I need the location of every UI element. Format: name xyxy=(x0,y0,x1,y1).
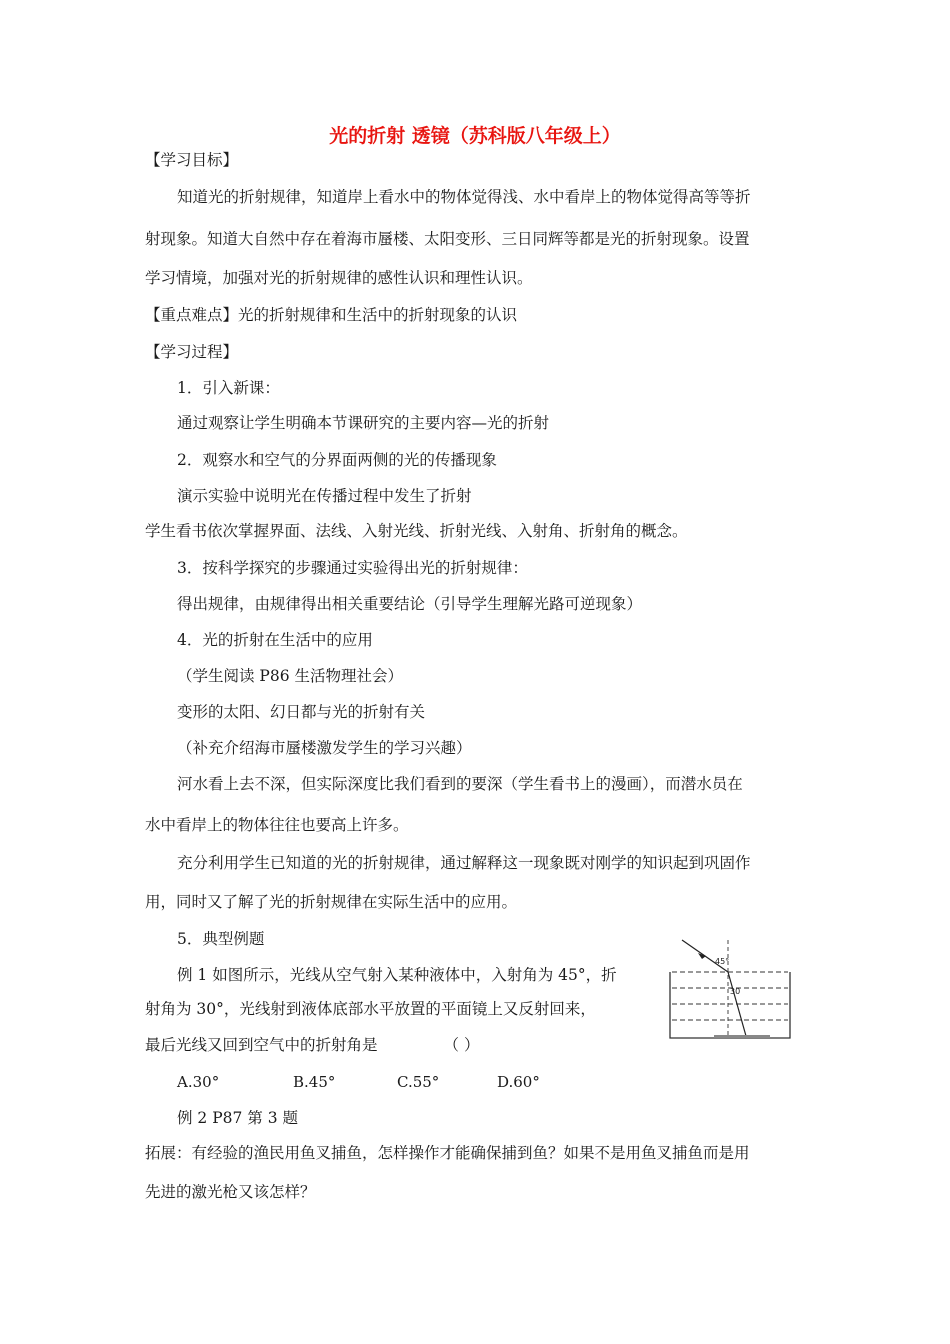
step-1-detail: 通过观察让学生明确本节课研究的主要内容—光的折射 xyxy=(177,414,550,432)
step-5: 5．典型例题 xyxy=(177,930,265,948)
example1-line-2: 射角为 30°，光线射到液体底部水平放置的平面镜上又反射回来， xyxy=(145,1000,596,1018)
mirror xyxy=(714,1035,770,1038)
example2: 例 2 P87 第 3 题 xyxy=(177,1109,299,1127)
example1-line-1: 例 1 如图所示，光线从空气射入某种液体中，入射角为 45°，折 xyxy=(177,966,617,984)
page-title: 光的折射 透镜（苏科版八年级上） xyxy=(329,125,621,147)
step-4-use-1: 充分利用学生已知道的光的折射规律，通过解释这一现象既对刚学的知识起到巩固作 xyxy=(177,854,751,872)
extension-line-2: 先进的激光枪又该怎样？ xyxy=(145,1183,316,1201)
liquid-container xyxy=(670,972,790,1038)
option-a: A.30° xyxy=(177,1073,220,1091)
option-b: B.45° xyxy=(293,1073,336,1091)
step-4-read: （学生阅读 P86 生活物理社会） xyxy=(177,667,404,685)
step-3: 3．按科学探究的步骤通过实验得出光的折射规律： xyxy=(177,559,528,577)
objectives-line-2: 射现象。知道大自然中存在着海市蜃楼、太阳变形、三日同辉等都是光的折射现象。设置 xyxy=(145,230,750,248)
objectives-heading: 【学习目标】 xyxy=(145,151,239,169)
answer-blank: （ ） xyxy=(443,1036,480,1054)
objectives-line-3: 学习情境，加强对光的折射规律的感性认识和理性认识。 xyxy=(145,269,533,287)
process-heading: 【学习过程】 xyxy=(145,343,239,361)
step-2: 2．观察水和空气的分界面两侧的光的传播现象 xyxy=(177,451,497,469)
step-4-sun: 变形的太阳、幻日都与光的折射有关 xyxy=(177,703,426,721)
step-4-river-2: 水中看岸上的物体往往也要高上许多。 xyxy=(145,816,409,834)
extension-line-1: 拓展：有经验的渔民用鱼叉捕鱼，怎样操作才能确保捕到鱼？如果不是用鱼叉捕鱼而是用 xyxy=(145,1144,750,1162)
step-3-detail: 得出规律，由规律得出相关重要结论（引导学生理解光路可逆现象） xyxy=(177,595,643,613)
option-c: C.55° xyxy=(397,1073,440,1091)
step-4-use-2: 用，同时又了解了光的折射规律在实际生活中的应用。 xyxy=(145,893,518,911)
step-1: 1．引入新课： xyxy=(177,379,280,397)
incident-angle-label: 45° xyxy=(715,957,730,966)
step-4-mirage: （补充介绍海市蜃楼激发学生的学习兴趣） xyxy=(177,739,472,757)
example1-line-3: 最后光线又回到空气中的折射角是 （ ） xyxy=(145,1036,480,1054)
refracted-angle-label: 30 xyxy=(730,987,741,996)
key-points: 【重点难点】光的折射规律和生活中的折射现象的认识 xyxy=(145,306,518,324)
step-4: 4．光的折射在生活中的应用 xyxy=(177,631,373,649)
option-d: D.60° xyxy=(497,1073,540,1091)
refraction-figure xyxy=(660,930,802,1045)
step-2-detail-1: 演示实验中说明光在传播过程中发生了折射 xyxy=(177,487,472,505)
objectives-line-1: 知道光的折射规律，知道岸上看水中的物体觉得浅、水中看岸上的物体觉得高等等折 xyxy=(177,188,751,206)
step-4-river-1: 河水看上去不深，但实际深度比我们看到的要深（学生看书上的漫画），而潜水员在 xyxy=(177,775,743,793)
step-2-detail-2: 学生看书依次掌握界面、法线、入射光线、折射光线、入射角、折射角的概念。 xyxy=(145,522,688,540)
